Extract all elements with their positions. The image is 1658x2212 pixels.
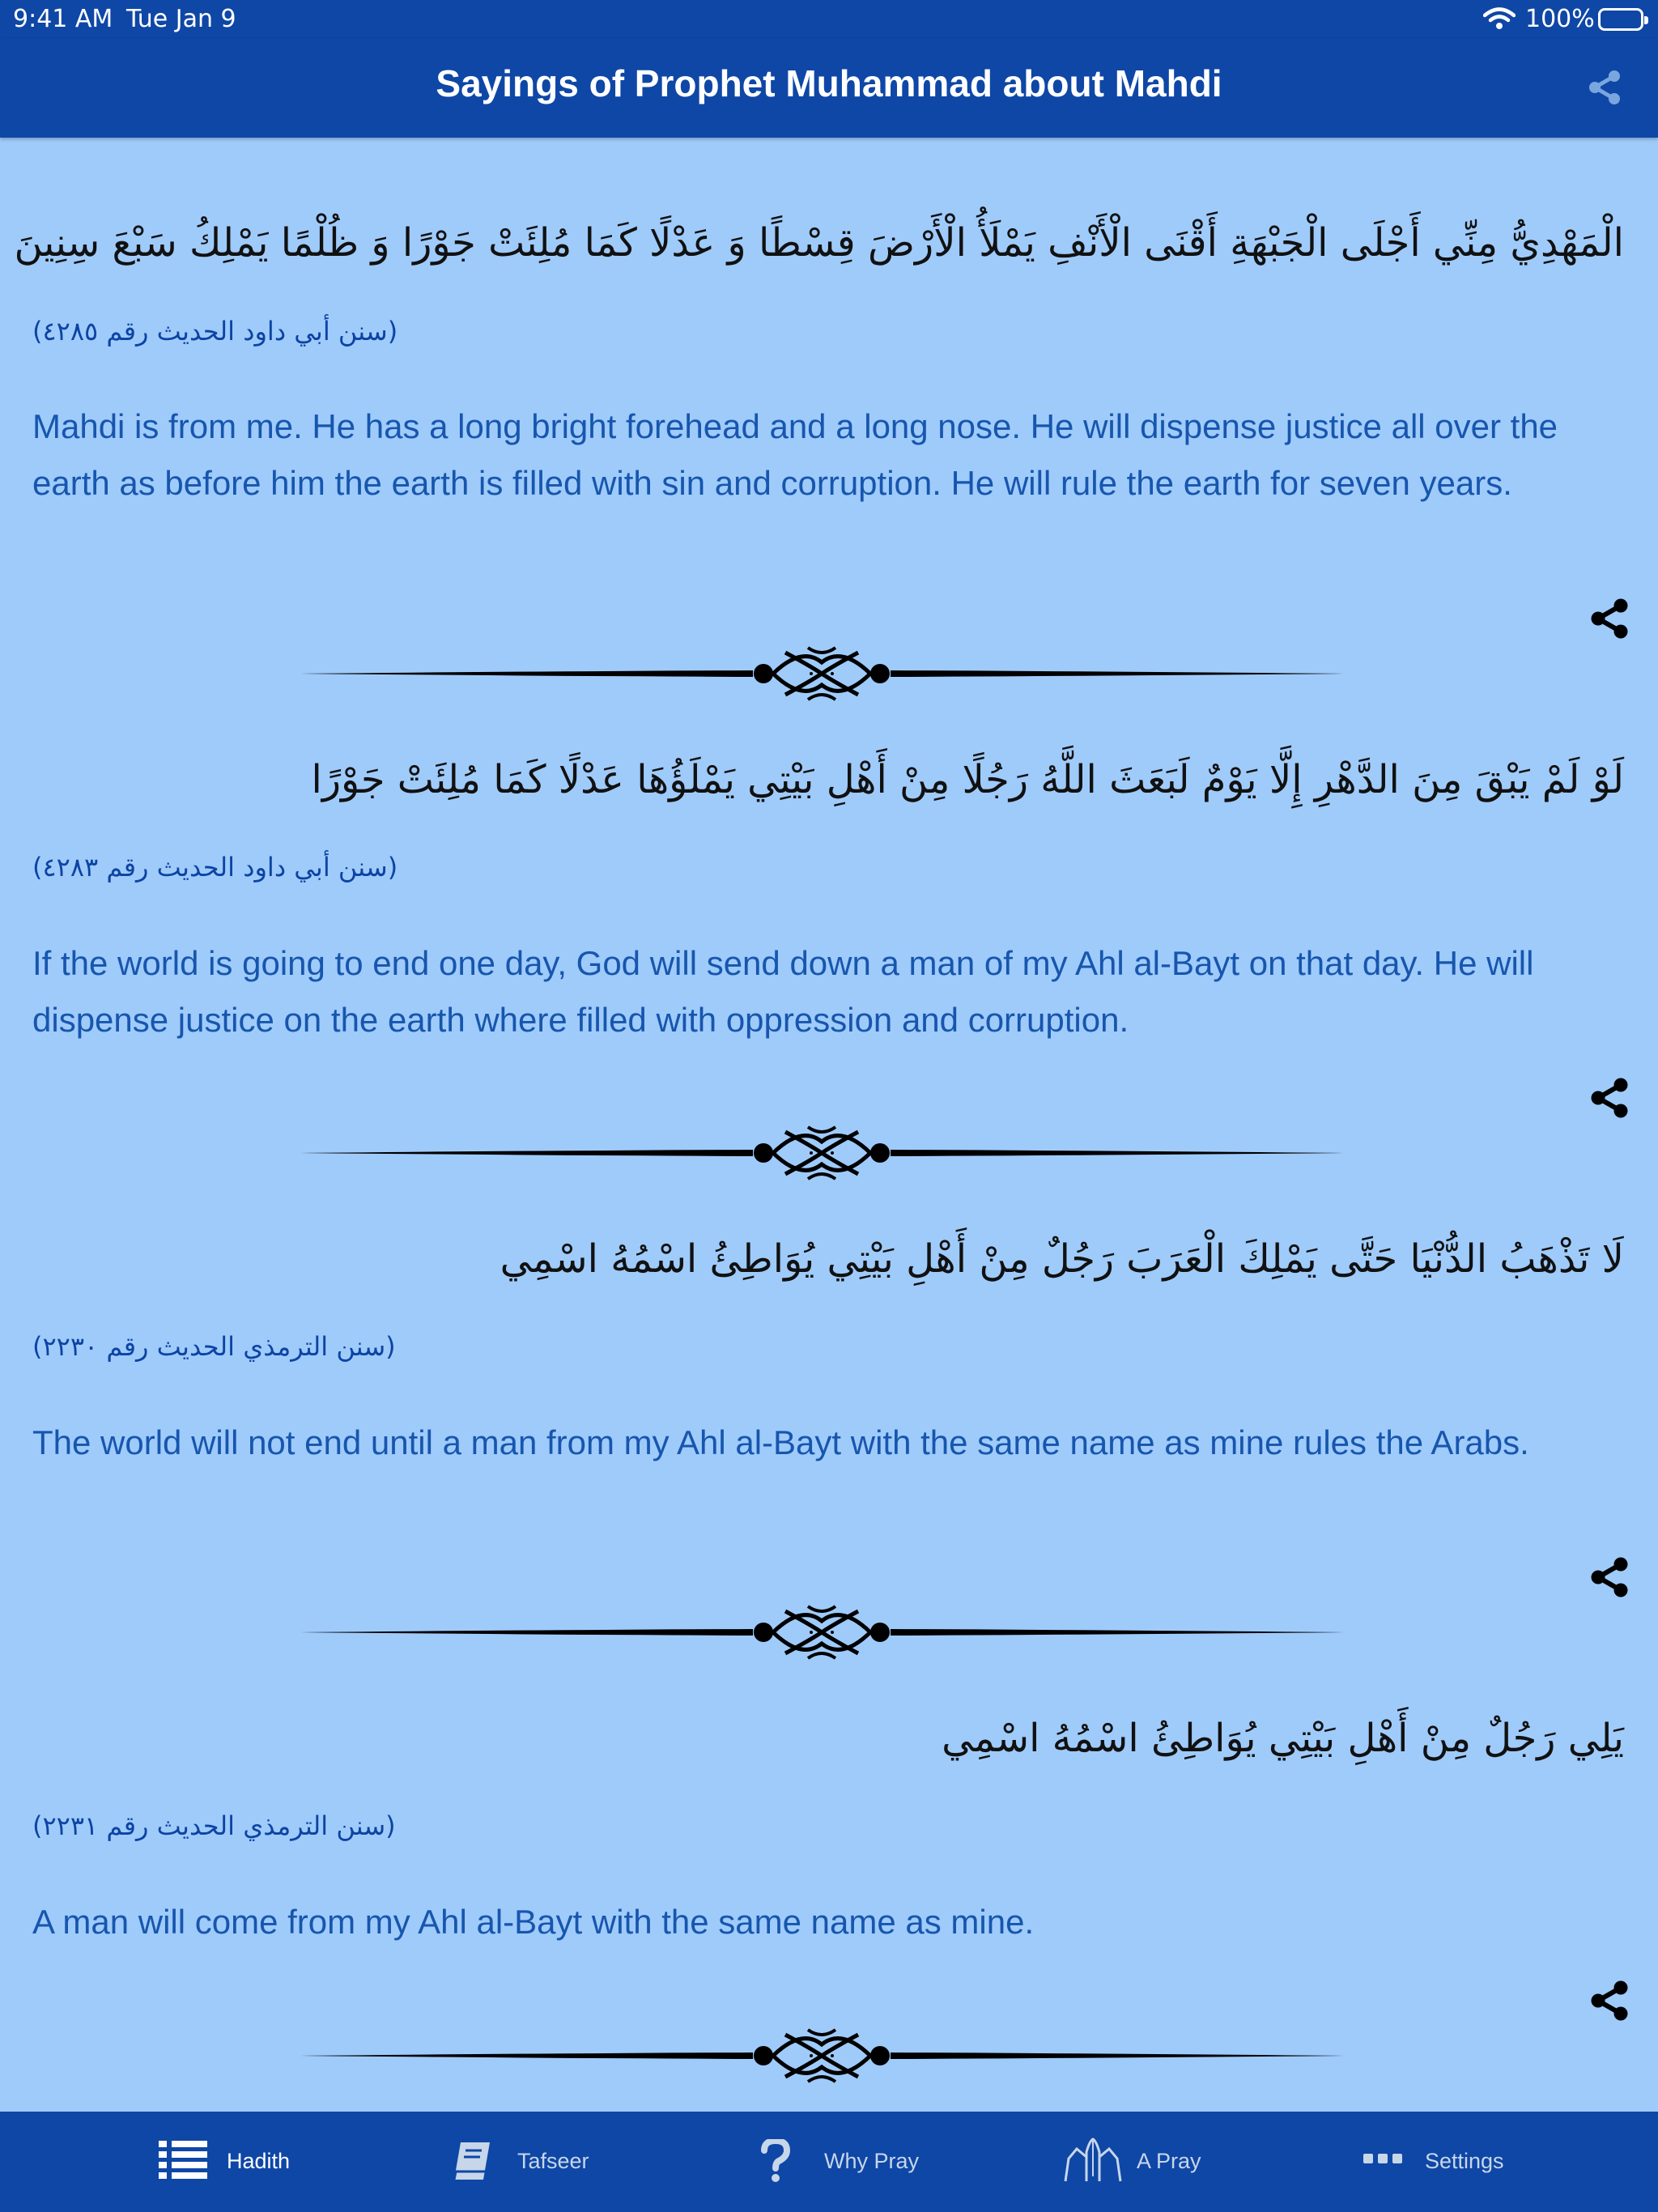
more-dots-icon — [1363, 2152, 1404, 2172]
tab-tafseer[interactable] — [449, 2112, 595, 2212]
tab-label: Tafseer — [517, 2149, 589, 2173]
hadith-reference: (سنن أبي داود الحديث رقم ٤٢٨٣) — [32, 852, 398, 883]
hadith-translation: Mahdi is from me. He has a long bright forehead and a long nose. He will dispense justice all over the earth as before him the earth is filled with sin and corruption. He will rule the earth for seven years. — [32, 407, 1558, 502]
hadith-reference: (سنن أبي داود الحديث رقم ٤٢٨٥) — [32, 316, 398, 347]
tab-label: Why Pray — [824, 2149, 920, 2173]
share-icon[interactable] — [1588, 1556, 1630, 1598]
tab-hadith[interactable] — [154, 2112, 332, 2212]
hadith-translation: If the world is going to end one day, God will send down a man of my Ahl al-Bayt on that day. He will dispense justice on the earth where filled with oppression and corruption. — [32, 944, 1534, 1039]
status-date: Tue Jan 9 — [126, 5, 236, 33]
hadith-arabic-text: لَا تَذْهَبُ الدُّنْيَا حَتَّى يَمْلِكَ الْعَرَبَ رَجُلٌ مِنْ أَهْلِ بَيْتِي يُوَاطِئُ اسْمُهُ اسْمِي — [500, 1236, 1624, 1282]
hadith-translation: A man will come from my Ahl al-Bayt with the same name as mine. — [32, 1903, 1035, 1941]
tab-why-pray[interactable] — [759, 2112, 921, 2212]
question-icon — [759, 2139, 792, 2188]
hadith-reference: (سنن الترمذي الحديث رقم ٢٢٣١) — [32, 1810, 396, 1841]
book-icon — [449, 2139, 495, 2188]
tab-label: A Pray — [1137, 2149, 1201, 2173]
wifi-icon — [1483, 6, 1516, 37]
ornament-divider — [300, 1121, 1344, 1185]
hadith-list[interactable] — [0, 138, 1658, 2112]
battery-percent: 100% — [1525, 5, 1595, 33]
page-title: Sayings of Prophet Muhammad about Mahdi — [436, 62, 1222, 104]
hadith-arabic-text: لَوْ لَمْ يَبْقَ مِنَ الدَّهْرِ إِلَّا يَوْمٌ لَبَعَثَ اللَّهُ رَجُلًا مِنْ أَهْلِ بَيْتِي يَمْلَؤُهَا عَدْلًا كَمَا مُلِئَتْ جَوْرًا — [311, 757, 1624, 802]
navigation-bar — [0, 39, 1658, 138]
hadith-reference: (سنن الترمذي الحديث رقم ٢٢٣٠) — [32, 1331, 396, 1362]
share-icon[interactable] — [1588, 1980, 1630, 2022]
battery-icon — [1598, 8, 1643, 31]
ornament-divider — [300, 1600, 1344, 1665]
praying-hands-icon — [1062, 2136, 1124, 2188]
tab-a-pray[interactable] — [1062, 2112, 1208, 2212]
hadith-arabic-text: الْمَهْدِيُّ مِنِّي أَجْلَى الْجَبْهَةِ أَقْنَى الْأَنْفِ يَمْلَأُ الْأَرْضَ قِسْطًا وَ عَدْلًا كَمَا مُلِئَتْ جَوْرًا وَ ظُلْمًا يَمْلِكُ سَبْعَ سِنِينَ — [14, 220, 1624, 266]
ornament-divider — [300, 2023, 1344, 2088]
hadith-translation: The world will not end until a man from my Ahl al-Bayt with the same name as mine rules the Arabs. — [32, 1423, 1529, 1461]
hadith-arabic-text: يَلِي رَجُلٌ مِنْ أَهْلِ بَيْتِي يُوَاطِئُ اسْمُهُ اسْمِي — [942, 1716, 1624, 1761]
tab-settings[interactable] — [1360, 2112, 1506, 2212]
status-time: 9:41 AM — [13, 5, 113, 33]
tab-bar — [0, 2112, 1658, 2212]
share-icon[interactable] — [1588, 1077, 1630, 1119]
share-icon[interactable] — [1588, 598, 1630, 640]
ornament-divider — [300, 641, 1344, 706]
tab-label: Settings — [1425, 2149, 1504, 2173]
status-bar — [0, 0, 1658, 39]
list-icon — [159, 2139, 209, 2183]
tab-label: Hadith — [227, 2149, 291, 2173]
share-icon[interactable] — [1587, 70, 1622, 105]
